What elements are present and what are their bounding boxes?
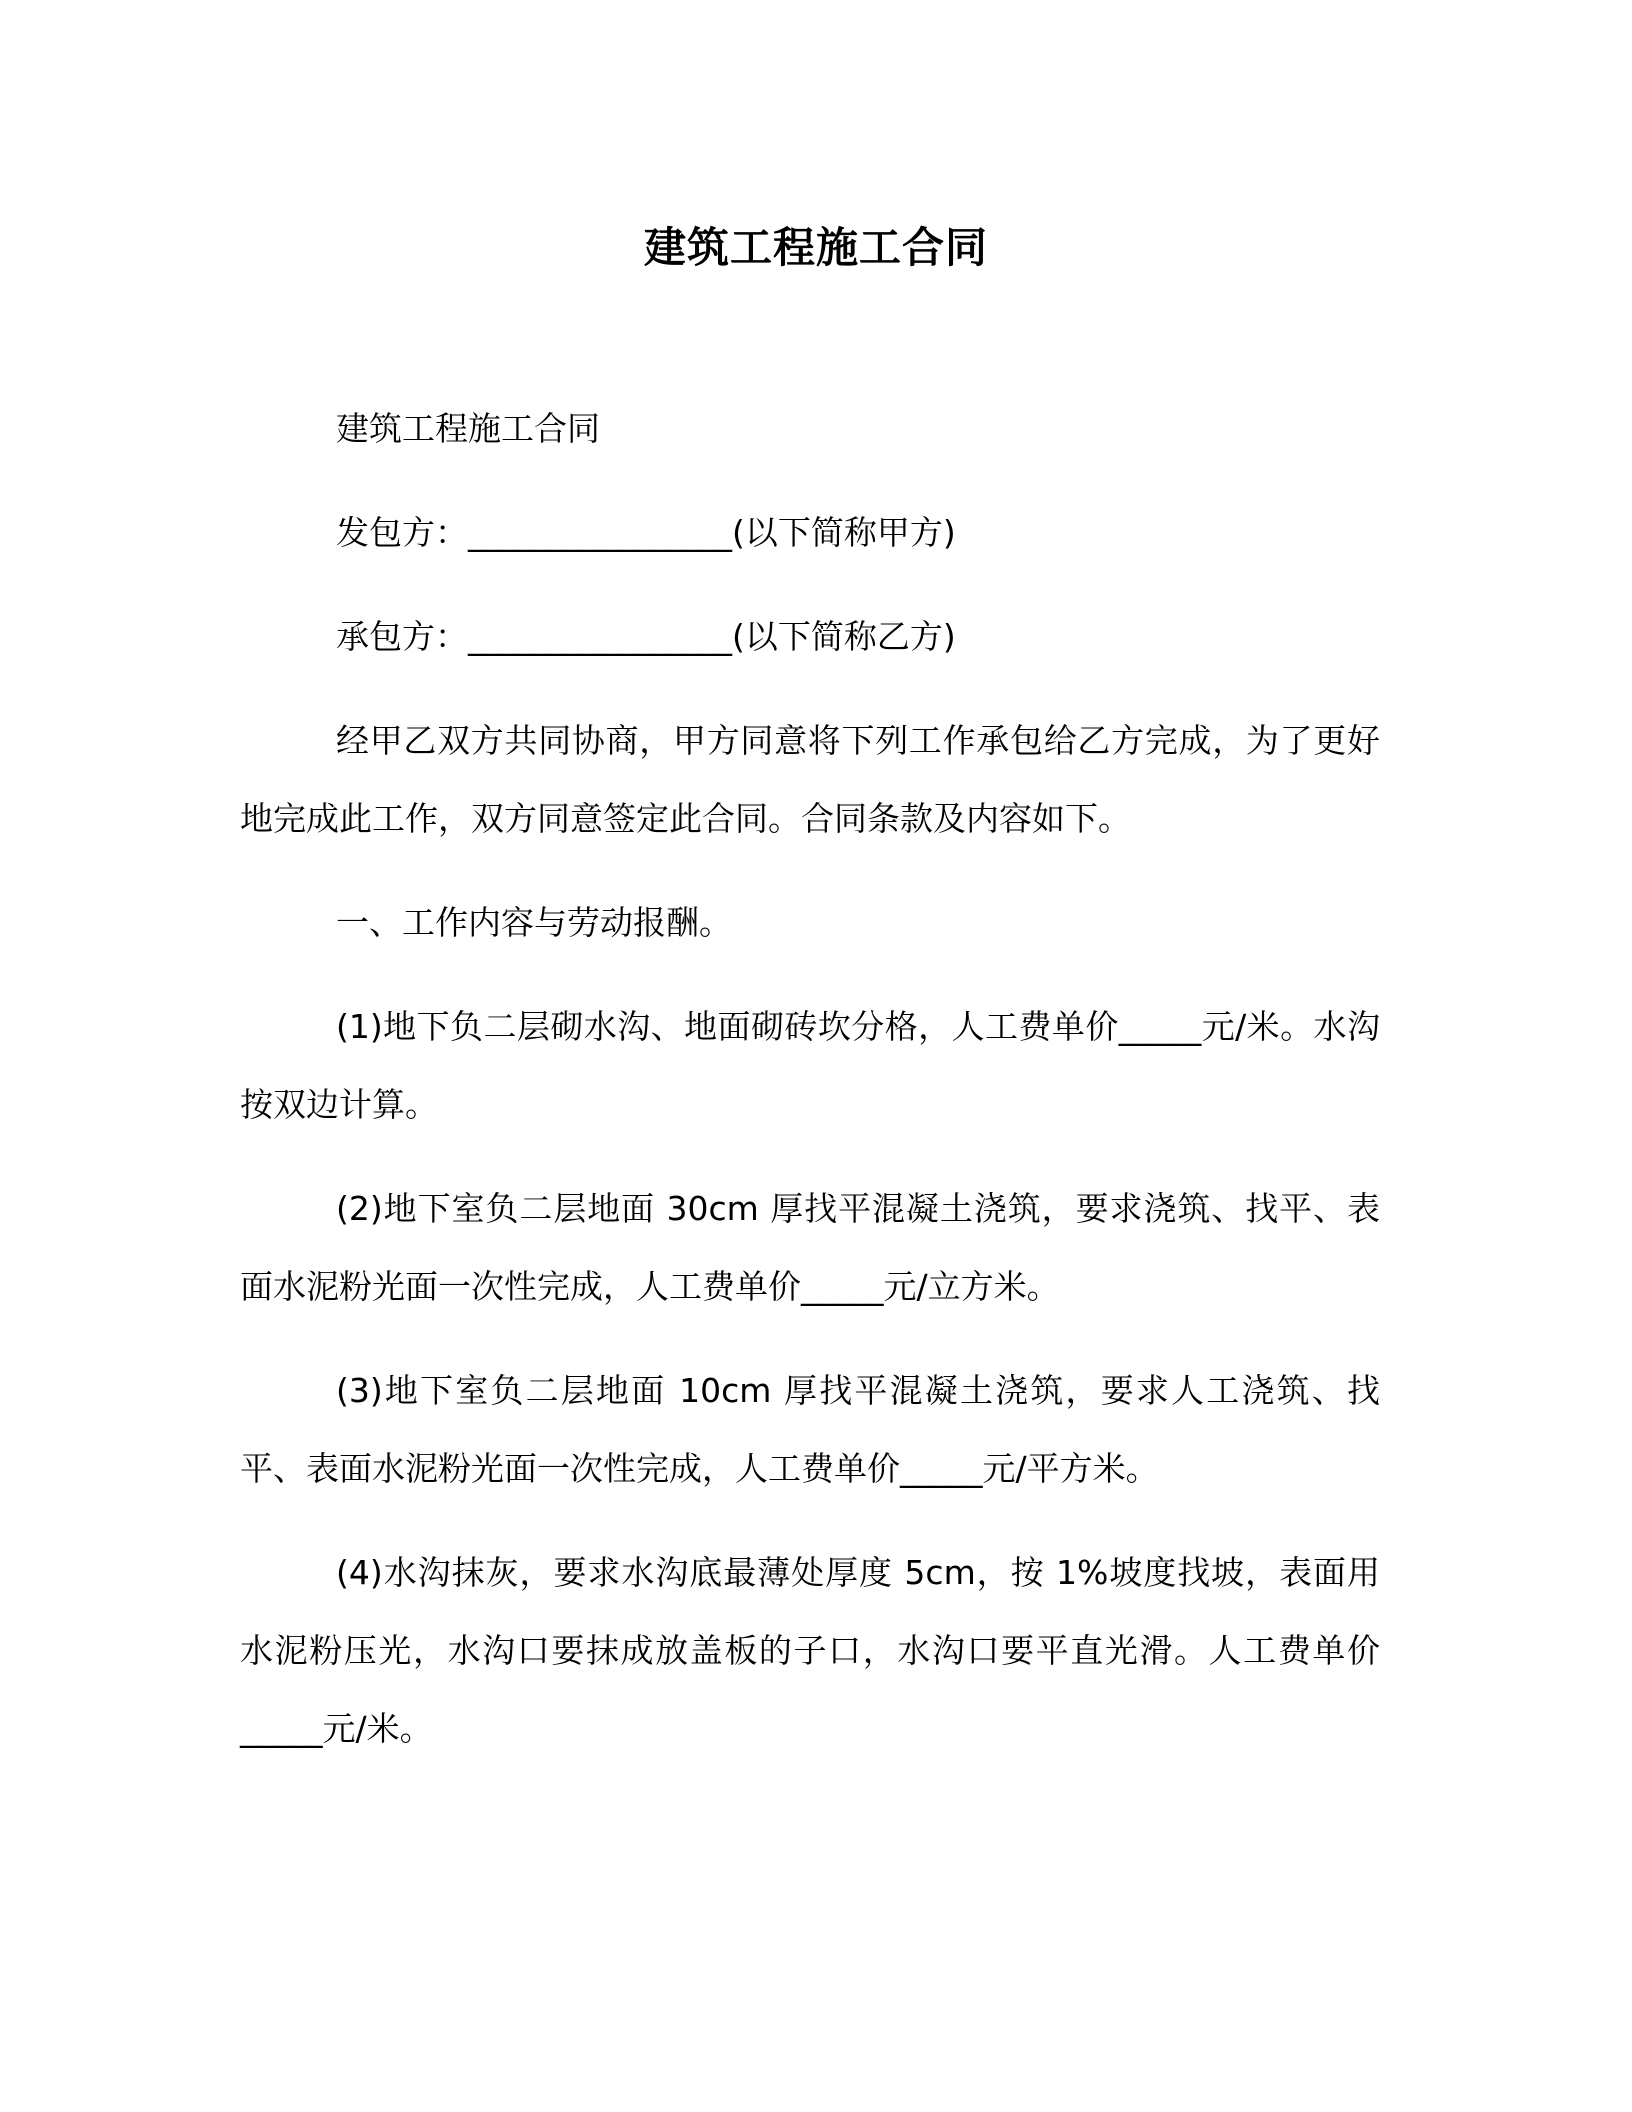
document-title: 建筑工程施工合同 xyxy=(643,223,988,272)
clause-3: (3)地下室负二层地面 10cm 厚找平混凝土浇筑，要求人工浇筑、找平、表面水泥粉光面一次性完成，人工费单价_____元/平方米。 xyxy=(240,1371,1380,1488)
section-heading-work-content: 一、工作内容与劳动报酬。 xyxy=(336,903,732,942)
clause-2: (2)地下室负二层地面 30cm 厚找平混凝土浇筑，要求浇筑、找平、表面水泥粉光面一次性完成，人工费单价_____元/立方米。 xyxy=(240,1189,1380,1306)
clause-4: (4)水沟抹灰，要求水沟底最薄处厚度 5cm，按 1%坡度找坡，表面用水泥粉压光，水沟口要抹成放盖板的子口，水沟口要平直光滑。人工费单价_____元/米。 xyxy=(240,1553,1380,1748)
document-body xyxy=(240,390,1380,1794)
clause-1: (1)地下负二层砌水沟、地面砌砖坎分格，人工费单价_____元/米。水沟按双边计算。 xyxy=(240,1007,1380,1124)
preamble-paragraph: 经甲乙双方共同协商，甲方同意将下列工作承包给乙方完成，为了更好地完成此工作，双方同意签定此合同。合同条款及内容如下。 xyxy=(240,721,1380,838)
employer-line: 发包方：________________(以下简称甲方) xyxy=(336,513,956,552)
contractor-line: 承包方：________________(以下简称乙方) xyxy=(336,617,956,656)
contract-heading: 建筑工程施工合同 xyxy=(336,409,600,448)
